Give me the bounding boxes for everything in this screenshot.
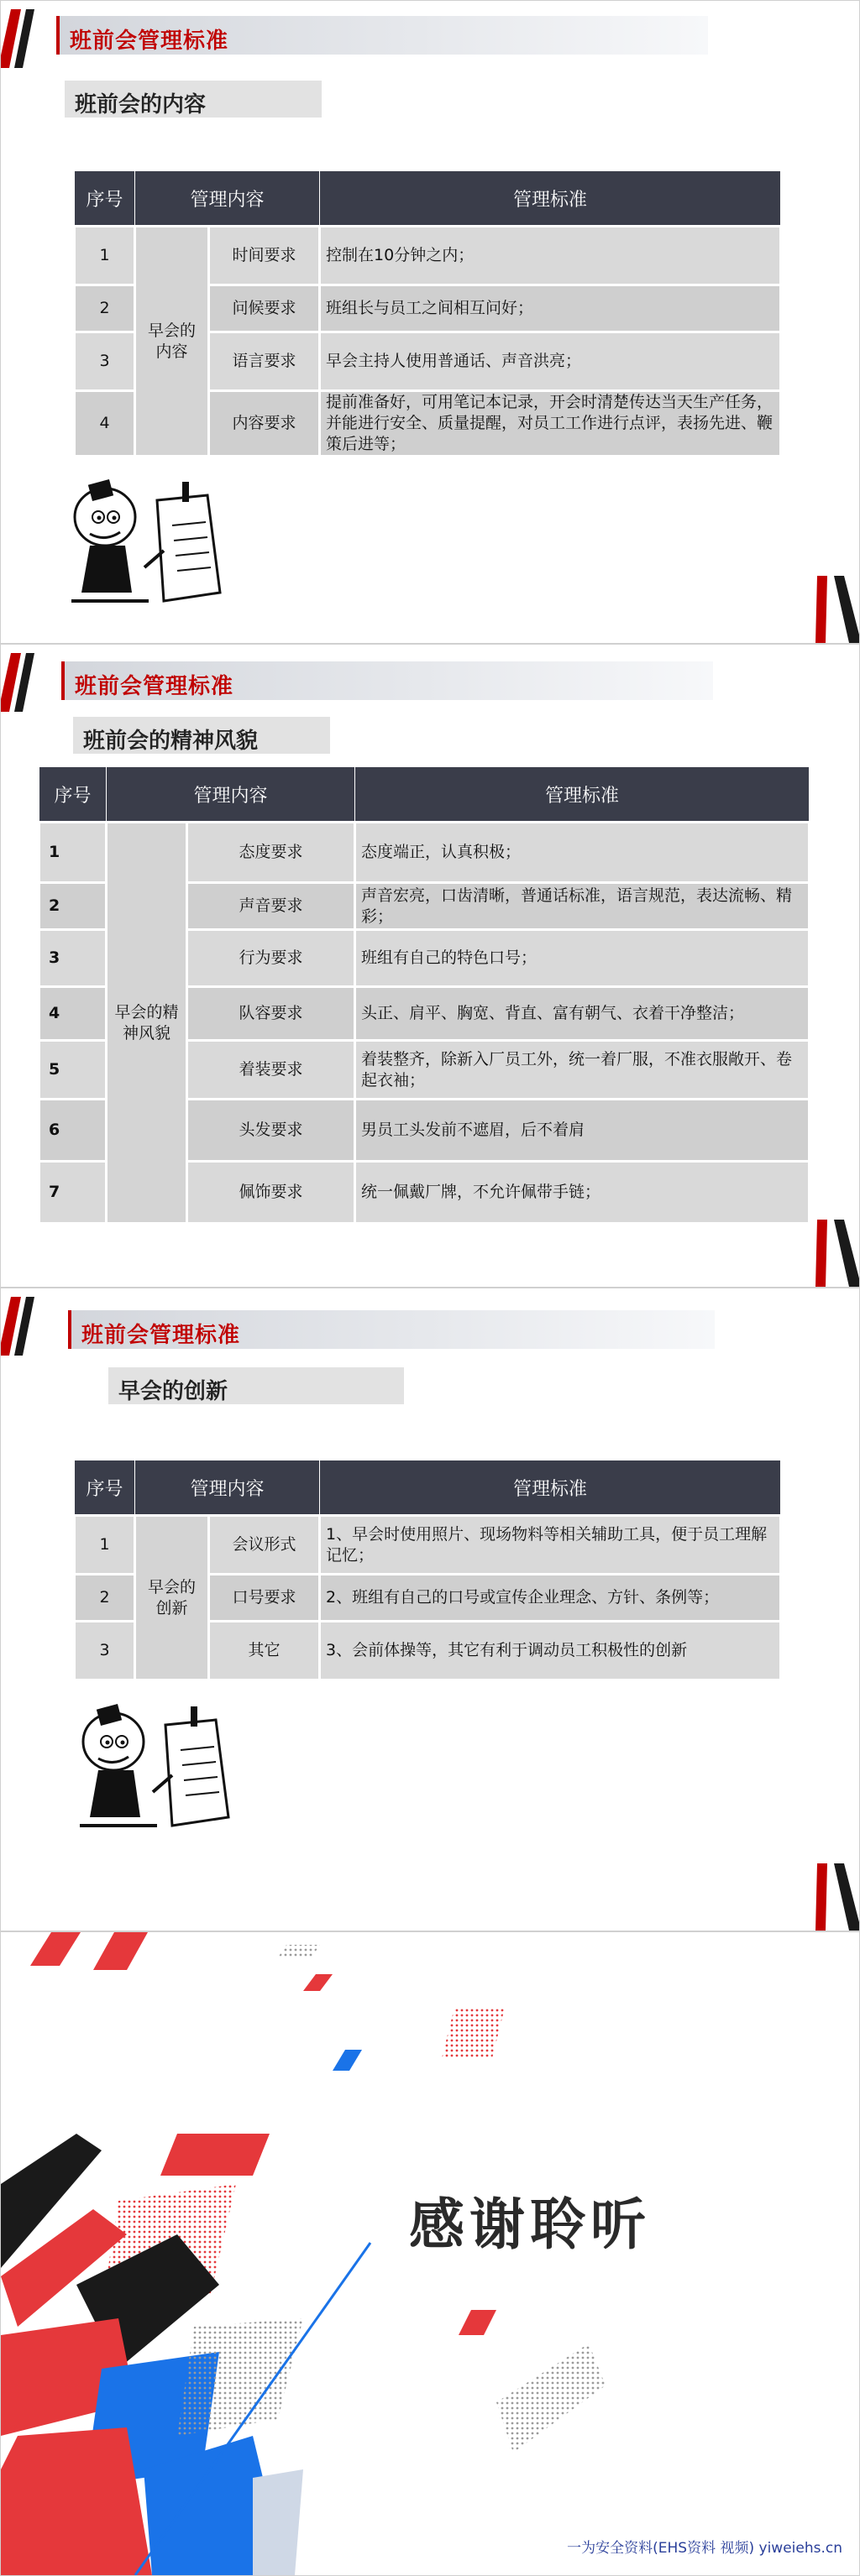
stripe-decoration: [1, 653, 51, 712]
row-number: 1: [39, 823, 107, 883]
row-number: 6: [39, 1100, 107, 1162]
row-item: 问候要求: [209, 285, 320, 332]
merged-category: 早会的创新: [135, 1516, 209, 1680]
row-standard: 1、早会时使用照片、现场物料等相关辅助工具，便于员工理解记忆；: [320, 1516, 781, 1575]
row-number: 3: [75, 332, 135, 391]
row-standard: 班组长与员工之间相互问好；: [320, 285, 781, 332]
header-item: 管理内容: [107, 767, 355, 823]
row-number: 4: [75, 391, 135, 457]
corner-decoration: [800, 1863, 859, 1931]
slide-banner: [68, 1310, 715, 1349]
row-number: 3: [75, 1622, 135, 1680]
slide-banner: [61, 661, 713, 700]
row-item: 时间要求: [209, 227, 320, 285]
row-number: 2: [75, 1575, 135, 1622]
stripe-decoration: [1, 1297, 51, 1356]
row-item: 口号要求: [209, 1575, 320, 1622]
cartoon-presenter-illustration: [73, 1700, 241, 1838]
row-standard: 统一佩戴厂牌，不允许佩带手链；: [355, 1162, 810, 1224]
row-standard: 2、班组有自己的口号或宣传企业理念、方针、条例等；: [320, 1575, 781, 1622]
content-table: [38, 766, 810, 1225]
row-item: 着装要求: [187, 1041, 355, 1100]
header-no: 序号: [75, 171, 135, 227]
row-item: 头发要求: [187, 1100, 355, 1162]
subtitle-text: 班前会的精神风貌: [83, 729, 259, 754]
row-standard: 声音宏亮，口齿清晰，普通话标准，语言规范，表达流畅、精彩；: [355, 883, 810, 930]
cartoon-presenter-illustration: [65, 475, 233, 614]
row-standard: 早会主持人使用普通话、声音洪亮；: [320, 332, 781, 391]
row-standard: 3、会前体操等，其它有利于调动员工积极性的创新: [320, 1622, 781, 1680]
section-subtitle: [73, 717, 330, 754]
row-item: 语言要求: [209, 332, 320, 391]
row-number: 1: [75, 227, 135, 285]
banner-title: 班前会管理标准: [81, 1323, 241, 1348]
row-item: 会议形式: [209, 1516, 320, 1575]
banner-title: 班前会管理标准: [75, 674, 234, 699]
slide-banner: [56, 16, 708, 55]
row-number: 5: [39, 1041, 107, 1100]
row-standard: 着装整齐，除新入厂员工外，统一着厂服，不准衣服敞开、卷起衣袖；: [355, 1041, 810, 1100]
header-no: 序号: [39, 767, 107, 823]
corner-decoration: [800, 576, 859, 643]
header-no: 序号: [75, 1460, 135, 1516]
row-standard: 控制在10分钟之内；: [320, 227, 781, 285]
header-item: 管理内容: [135, 171, 320, 227]
header-standard: 管理标准: [320, 1460, 781, 1516]
footer-watermark: 一为安全资料(EHS资料 视频) yiweiehs.cn: [567, 2540, 842, 2557]
thanks-title: 感谢聆听: [409, 2192, 651, 2257]
row-number: 4: [39, 987, 107, 1041]
slide-spirit: [0, 644, 860, 1288]
row-standard: 态度端正，认真积极；: [355, 823, 810, 883]
row-number: 7: [39, 1162, 107, 1224]
merged-category: 早会的内容: [135, 227, 209, 457]
subtitle-text: 早会的创新: [118, 1379, 228, 1404]
slide-thanks: [0, 1931, 860, 2576]
row-item: 队容要求: [187, 987, 355, 1041]
corner-decoration: [800, 1220, 859, 1287]
stripe-decoration: [1, 9, 51, 68]
section-subtitle: [65, 81, 322, 118]
row-standard: 男员工头发前不遮眉，后不着肩: [355, 1100, 810, 1162]
row-standard: 班组有自己的特色口号；: [355, 930, 810, 987]
row-item: 态度要求: [187, 823, 355, 883]
row-number: 2: [39, 883, 107, 930]
content-table: [73, 170, 782, 457]
content-table: [73, 1460, 782, 1681]
section-subtitle: [108, 1367, 404, 1404]
subtitle-text: 班前会的内容: [75, 92, 207, 118]
row-number: 1: [75, 1516, 135, 1575]
slide-content: [0, 0, 860, 644]
row-number: 2: [75, 285, 135, 332]
row-item: 声音要求: [187, 883, 355, 930]
row-item: 佩饰要求: [187, 1162, 355, 1224]
row-number: 3: [39, 930, 107, 987]
banner-title: 班前会管理标准: [70, 29, 229, 54]
header-standard: 管理标准: [320, 171, 781, 227]
merged-category: 早会的精神风貌: [107, 823, 187, 1224]
row-item: 内容要求: [209, 391, 320, 457]
row-item: 行为要求: [187, 930, 355, 987]
slide-innovation: [0, 1288, 860, 1931]
header-item: 管理内容: [135, 1460, 320, 1516]
row-item: 其它: [209, 1622, 320, 1680]
row-standard: 提前准备好，可用笔记本记录，开会时清楚传达当天生产任务，并能进行安全、质量提醒，对员工工作进行点评，表扬先进、鞭策后进等；: [320, 391, 781, 457]
header-standard: 管理标准: [355, 767, 810, 823]
row-standard: 头正、肩平、胸宽、背直、富有朝气、衣着干净整洁；: [355, 987, 810, 1041]
